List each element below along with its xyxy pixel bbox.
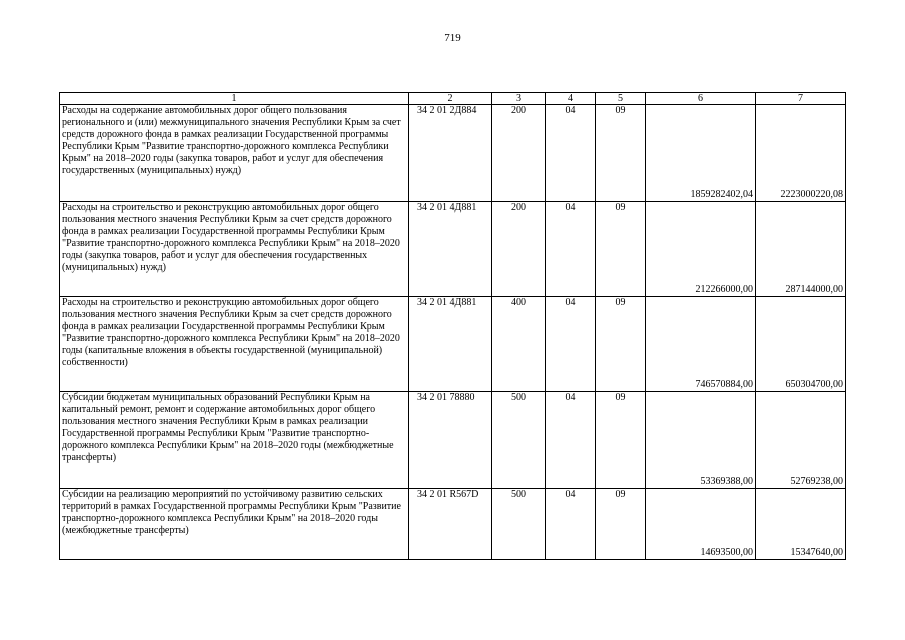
row-amount-1: 212266000,00	[646, 202, 756, 297]
table-row	[60, 392, 846, 489]
row-amount-2: 2223000220,08	[756, 105, 846, 202]
table-row	[60, 489, 846, 560]
row-description: Расходы на строительство и реконструкцию автомобильных дорог общего пользования местного значения Республики Крым за счет средств дорожного фонда в рамках реализации Государственной программы Республики Крым "Развитие транспортно-дорожного комплекса Республики Крым" на 2018–2020 годы (закупка товаров, работ и услуг для обеспечения государственных (муниципальных) нужд)	[60, 202, 409, 297]
row-amount-2: 287144000,00	[756, 202, 846, 297]
row-code: 34 2 01 R567D	[409, 489, 492, 560]
row-description: Субсидии бюджетам муниципальных образований Республики Крым на капитальный ремонт, ремонт и содержание автомобильных дорог общего пользования местного значения Республики Крым в рамках реализации Государственной программы Республики Крым "Развитие транспортно-дорожного комплекса Республики Крым" на 2018–2020 годы (межбюджетные трансферты)	[60, 392, 409, 489]
row-col5: 09	[596, 489, 646, 560]
row-code: 34 2 01 4Д881	[409, 297, 492, 392]
column-header: 6	[646, 93, 756, 105]
budget-table	[59, 92, 846, 560]
row-description: Расходы на строительство и реконструкцию автомобильных дорог общего пользования местного значения Республики Крым за счет средств дорожного фонда в рамках реализации Государственной программы Республики Крым "Развитие транспортно-дорожного комплекса Республики Крым" на 2018–2020 годы (капитальные вложения в объекты государственной (муниципальной) собственности)	[60, 297, 409, 392]
row-amount-2: 15347640,00	[756, 489, 846, 560]
row-col4: 04	[546, 489, 596, 560]
page-number: 719	[444, 32, 461, 44]
column-header: 3	[492, 93, 546, 105]
row-col4: 04	[546, 297, 596, 392]
row-col5: 09	[596, 202, 646, 297]
row-amount-2: 650304700,00	[756, 297, 846, 392]
table-row	[60, 202, 846, 297]
table-row	[60, 105, 846, 202]
column-header: 1	[60, 93, 409, 105]
row-code: 34 2 01 78880	[409, 392, 492, 489]
table-header-row	[60, 93, 846, 105]
column-header: 5	[596, 93, 646, 105]
row-amount-2: 52769238,00	[756, 392, 846, 489]
row-code: 34 2 01 2Д884	[409, 105, 492, 202]
column-header: 7	[756, 93, 846, 105]
row-code: 34 2 01 4Д881	[409, 202, 492, 297]
row-description: Субсидии на реализацию мероприятий по устойчивому развитию сельских территорий в рамках Государственной программы Республики Крым "Развитие транспортно-дорожного комплекса Республики Крым" на 2018–2020 годы (межбюджетные трансферты)	[60, 489, 409, 560]
row-col4: 04	[546, 105, 596, 202]
row-col4: 04	[546, 392, 596, 489]
row-col3: 200	[492, 105, 546, 202]
row-col4: 04	[546, 202, 596, 297]
row-amount-1: 53369388,00	[646, 392, 756, 489]
row-amount-1: 14693500,00	[646, 489, 756, 560]
table-row	[60, 297, 846, 392]
row-col5: 09	[596, 105, 646, 202]
row-col5: 09	[596, 392, 646, 489]
row-col3: 400	[492, 297, 546, 392]
row-amount-1: 1859282402,04	[646, 105, 756, 202]
row-description: Расходы на содержание автомобильных дорог общего пользования регионального и (или) межмуниципального значения Республики Крым за счет средств дорожного фонда в рамках реализации Государственной программы Республики Крым "Развитие транспортно-дорожного комплекса Республики Крым" на 2018–2020 годы (закупка товаров, работ и услуг для обеспечения государственных (муниципальных) нужд)	[60, 105, 409, 202]
column-header: 2	[409, 93, 492, 105]
row-col3: 500	[492, 392, 546, 489]
column-header: 4	[546, 93, 596, 105]
row-col3: 200	[492, 202, 546, 297]
row-col3: 500	[492, 489, 546, 560]
row-amount-1: 746570884,00	[646, 297, 756, 392]
row-col5: 09	[596, 297, 646, 392]
